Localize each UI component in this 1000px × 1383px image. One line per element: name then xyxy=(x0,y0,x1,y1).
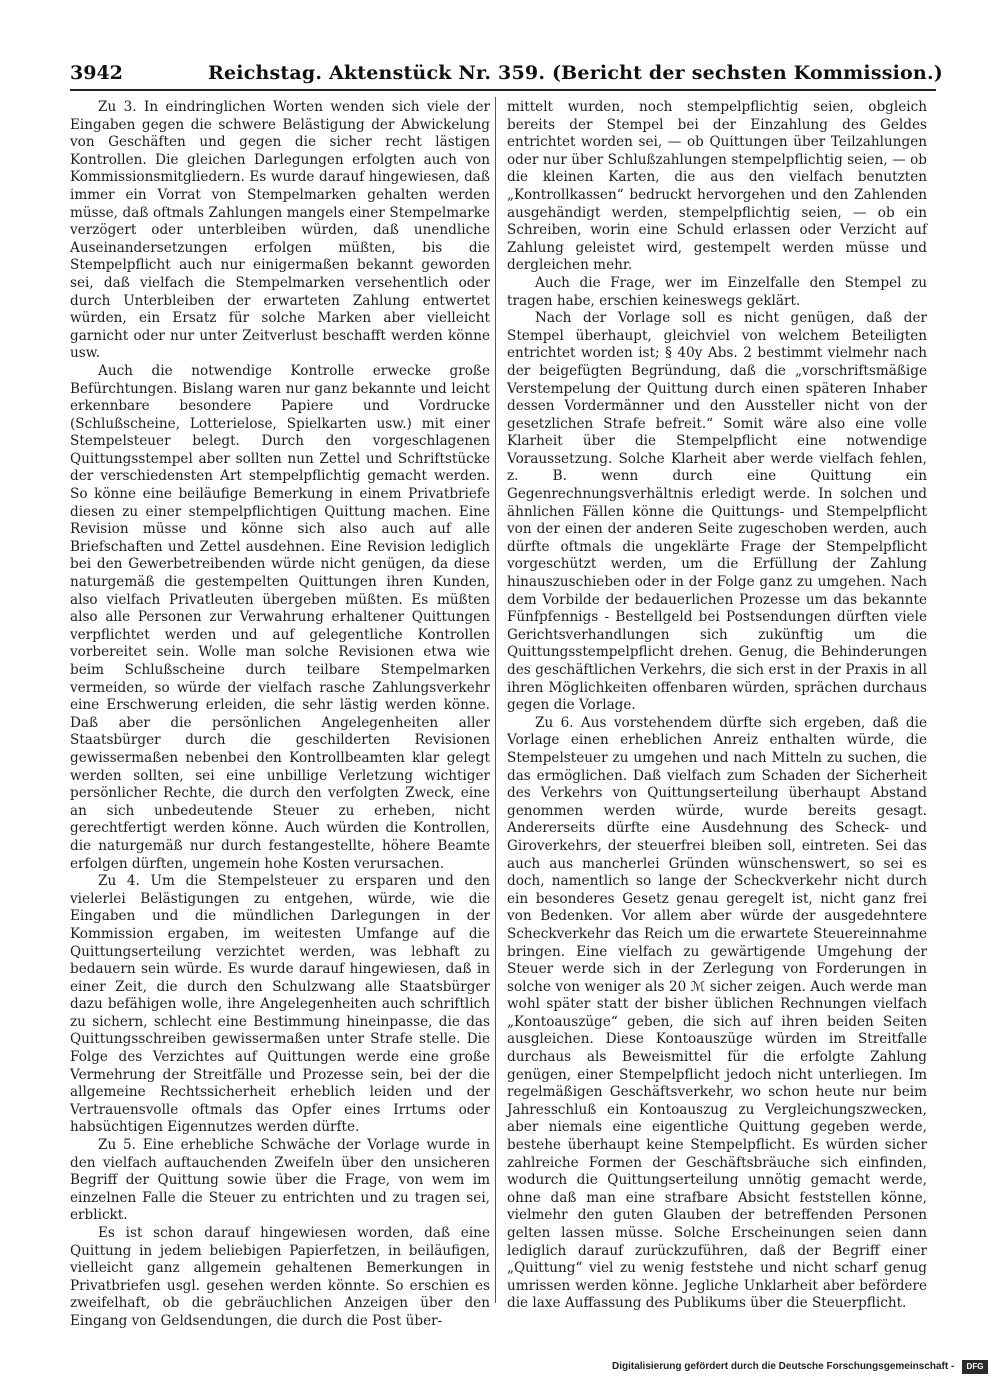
paragraph: Zu 4. Um die Stempelsteuer zu ersparen und den vielerlei Belästigungen zu entgehen, würde, wie die Eingaben und die mündlichen Darlegungen in der Kommission ergaben, im weitesten Umfange auf die Quittungserteilung verzichtet werden, was lebhaft zu bedauern sein würde. Es wurde darauf hingewiesen, daß in einer Zeit, die durch den Schulzwang alle Staatsbürger dazu befähigen wolle, ihre Angelegenheiten auch schriftlich zu sichern, schlecht eine Bestimmung hineinpasse, die das Quittungsschreiben gewissermaßen unter Strafe stelle. Die Folge des Verzichtes auf Quittungen werde eine große Vermehrung der Streitfälle und Prozesse sein, bei der die allgemeine Rechtssicherheit erheblich leiden und der Vertrauensvolle oftmals das Opfer eines Irrtums oder habsüchtigen Eigennutzes werden dürfte. xyxy=(70,873,490,1136)
footer-text: Digitalisierung gefördert durch die Deutsche Forschungsgemeinschaft - xyxy=(612,1361,955,1372)
digitization-footer xyxy=(612,1360,984,1376)
page-number: 3942 xyxy=(70,62,123,84)
dfg-logo: DFG xyxy=(962,1360,988,1374)
paragraph: Zu 3. In eindringlichen Worten wenden sich viele der Eingaben gegen die schwere Belästigung der Abwickelung von Geschäften und gegen die sicher recht lästigen Kontrollen. Die gleichen Darlegungen erfolgten auch von Kommissionsmitgliedern. Es wurde darauf hingewiesen, daß immer ein Vorrat von Stempelmarken gehalten werden müsse, daß oftmals Zahlungen mangels einer Stempelmarke verzögert oder unterbleiben würden, daß unendliche Auseinandersetzungen erfolgen müßten, bis die Stempelpflicht auch nur einigermaßen bekannt geworden sei, daß vielfach die Stempelmarken versehentlich oder durch Unterbleiben der erwarteten Zahlung entwertet würden, ein Ersatz für solche Marken aber vielleicht garnicht oder nur unter Zeitverlust beschafft werden könne usw. xyxy=(70,99,490,362)
left-column xyxy=(70,99,490,1329)
paragraph: Auch die notwendige Kontrolle erwecke große Befürchtungen. Bislang waren nur ganz bekannte und leicht erkennbare besondere Papiere und Vordrucke (Schlußscheine, Lotterielose, Spielkarten usw.) mit einer Stempelsteuer belegt. Durch den vorgeschlagenen Quittungsstempel aber sollten nun Zettel und Schriftstücke der verschiedensten Art stempelpflichtig gemacht werden. So könne eine beiläufige Bemerkung in einem Privatbriefe diesen zu einer stempelpflichtigen Quittung machen. Eine Revision müsse und könne sich also auch auf alle Briefschaften und Zettel ausdehnen. Eine Revision lediglich bei den Gewerbetreibenden würde nicht genügen, da diese naturgemäß die gestempelten Quittungen ihren Kunden, also vielfach Privatleuten übergeben müßten. Es müßten also alle Personen zur Verwahrung erhaltener Quittungen verpflichtet werden und auf gelegentliche Kontrollen vorbereitet sein. Wolle man solche Revisionen etwa wie beim Schlußscheine durch teilbare Stempelmarken vermeiden, so würde der vielfach rasche Zahlungsverkehr eine Erschwerung erleiden, die sehr lästig werden könne. Daß aber die persönlichen Angelegenheiten aller Staatsbürger durch die geschilderten Revisionen gewissermaßen nebenbei den Kontrollbeamten klar gelegt werden sollten, sei eine unbillige Verletzung wichtiger persönlicher Rechte, die durch den verfolgten Zweck, eine an sich unbedeutende Steuer zu erheben, nicht gerechtfertigt werden könne. Auch würden die Kontrollen, die naturgemäß nur durch festangestellte, höhere Beamte erfolgen dürften, ungemein hohe Kosten verursachen. xyxy=(70,362,490,872)
paragraph: Zu 5. Eine erhebliche Schwäche der Vorlage wurde in den vielfach auftauchenden Zweifeln über den unsicheren Begriff der Quittung sowie über die Frage, von wem im einzelnen Falle die Steuer zu entrichten und zu tragen sei, erblickt. xyxy=(70,1137,490,1224)
column-divider xyxy=(495,97,496,1303)
paragraph: mittelt wurden, noch stempelpflichtig seien, obgleich bereits der Stempel bei der Einzahlung des Geldes entrichtet worden sei, — ob Quittungen über Teilzahlungen oder nur über Schlußzahlungen stempelpflichtig seien, — ob die kleinen Karten, die aus den vielfach benutzten „Kontrollkassen“ bedruckt hervorgehen und den Zahlenden ausgehändigt werden, stempelpflichtig seien, — ob ein Schreiben, worin eine Schuld erlassen oder Verzicht auf Zahlung geleistet wird, gestempelt werden müsse und dergleichen mehr. xyxy=(507,99,927,274)
right-column xyxy=(507,99,927,1312)
running-title: Reichstag. Aktenstück Nr. 359. (Bericht der sechsten Kommission.) xyxy=(208,62,943,84)
paragraph: Zu 6. Aus vorstehendem dürfte sich ergeben, daß die Vorlage einen erheblichen Anreiz enthalten würde, die Stempelsteuer zu umgehen und nach Mitteln zu suchen, die das ermöglichen. Daß vielfach zum Schaden der Sicherheit des Verkehrs von Quittungserteilung überhaupt Abstand genommen werden würde, wurde bereits gesagt. Andererseits dürfte eine Ausdehnung des Scheck- und Giroverkehrs, der steuerfrei bleiben soll, eintreten. Sei das auch aus mancherlei Gründen wünschenswert, so sei es doch, namentlich so lange der Scheckverkehr nicht durch ein besonderes Gesetz genau geregelt ist, nicht ganz frei von Bedenken. Vor allem aber würde der ausgedehntere Scheckverkehr das Reich um die erwartete Steuereinnahme bringen. Eine vielfach zu gewärtigende Umgehung der Steuer werde sich in der Zerlegung von Forderungen in solche von weniger als 20 ℳ sicher zeigen. Auch werde man wohl später statt der bisher üblichen Rechnungen vielfach „Kontoauszüge“ geben, die sich auf ihren beiden Seiten ausgleichen. Diese Kontoauszüge würden im Streitfalle durchaus als Beweismittel für die erfolgte Zahlung genügen, einer Stempelpflicht jedoch nicht unterliegen. Im regelmäßigen Geschäftsverkehr, wo schon heute nur beim Jahresschluß ein Kontoauszug zu Vergleichungszwecken, aber niemals eine eigentliche Quittung gegeben werde, bestehe überhaupt keine Stempelpflicht. Es würden sicher zahlreiche Formen der Geschäftsbräuche sich einfinden, wodurch die Quittungserteilung unnötig gemacht werde, ohne daß man eine strafbare Absicht feststellen könne, vielmehr den guten Glauben der betreffenden Personen gelten lassen müsse. Solche Erscheinungen seien dann lediglich darauf zurückzuführen, daß der Begriff einer „Quittung“ viel zu wenig feststehe und nicht scharf genug umrissen werden könne. Jegliche Unklarheit aber befördere die laxe Auffassung des Publikums über die Steuerpflicht. xyxy=(507,714,927,1312)
paragraph: Auch die Frage, wer im Einzelfalle den Stempel zu tragen habe, erschien keineswegs geklärt. xyxy=(507,274,927,309)
header-rule xyxy=(70,89,936,91)
paragraph: Nach der Vorlage soll es nicht genügen, daß der Stempel überhaupt, gleichviel von welchem Beteiligten entrichtet worden ist; § 40y Abs. 2 bestimmt vielmehr nach der beigefügten Begründung, daß die „vorschriftsmäßige Verstempelung der Quittung durch einen späteren Inhaber dessen Vordermänner und den Aussteller nicht von der gesetzlichen Strafe befreit.“ Somit wäre also eine volle Klarheit über die Stempelpflicht eine notwendige Voraussetzung. Solche Klarheit aber werde vielfach fehlen, z. B. wenn durch eine Quittung ein Gegenrechnungsverhältnis erledigt werde. In solchen und ähnlichen Fällen könne die Quittungs- und Stempelpflicht von der einen der anderen Seite zugeschoben werden, auch dürfte oftmals die ungeklärte Frage der Stempelpflicht vorgeschützt werden, um die Erfüllung der Zahlung hinauszuschieben oder in der Folge ganz zu umgehen. Nach dem Vorbilde der bedauerlichen Prozesse um das bekannte Fünfpfennigs - Bestellgeld bei Postsendungen dürften viele Gerichtsverhandlungen sich zukünftig um die Quittungsstempelpflicht drehen. Genug, die Behinderungen des geschäftlichen Verkehrs, die sich erst in der Praxis in all ihren Möglichkeiten offenbaren würden, sprächen durchaus gegen die Vorlage. xyxy=(507,310,927,714)
paragraph: Es ist schon darauf hingewiesen worden, daß eine Quittung in jedem beliebigen Papierfetzen, in beiläufigen, vielleicht ganz allgemein gehaltenen Bemerkungen in Privatbriefen usgl. gesehen werden könnte. So erschien es zweifelhaft, ob die gebräuchlichen Anzeigen über den Eingang von Geldsendungen, die durch die Post über- xyxy=(70,1225,490,1329)
page-header xyxy=(70,58,943,90)
